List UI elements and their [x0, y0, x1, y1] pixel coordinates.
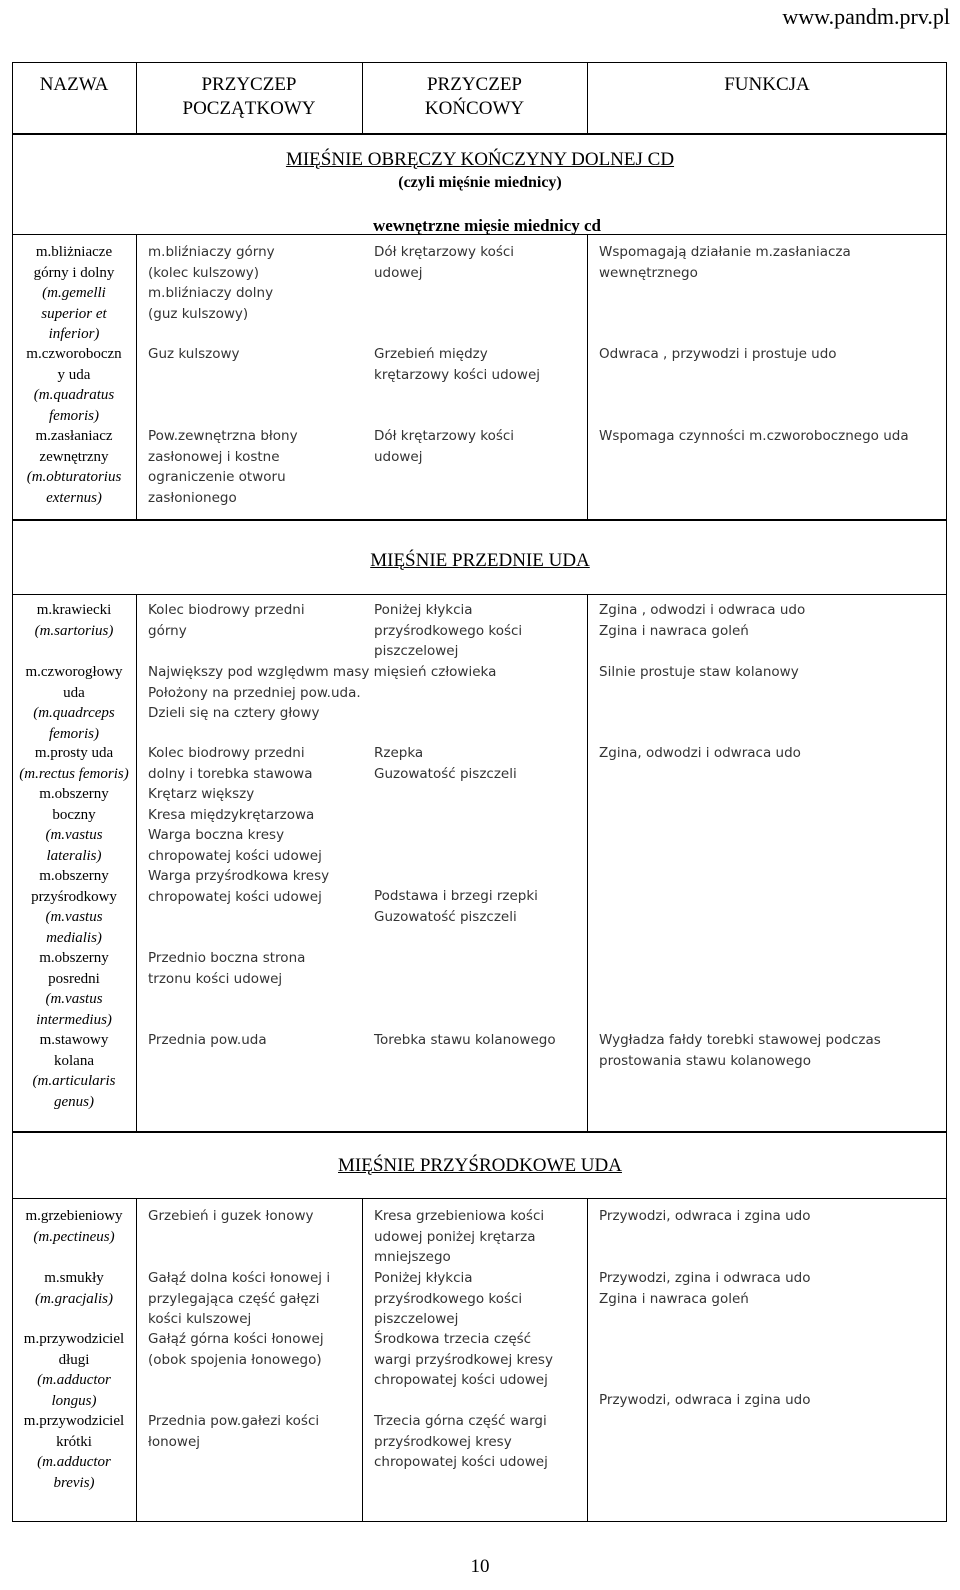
function-gemelli: Wspomagają działanie m.zasłaniacza wewnętrznego: [599, 244, 851, 281]
muscle-name-gemelli: m.bliżniacze górny i dolny (m.gemelli superior et inferior): [33, 244, 115, 342]
page-number: 10: [470, 1556, 490, 1577]
origin-vastus-lateralis: Krętarz większy Kresa międzykrętarzowa Warga boczna kresy chropowatej kości udowej: [148, 786, 322, 864]
muscle-name-vastus-medialis: m.obszerny przyśrodkowy (m.vastus medialis): [31, 868, 117, 946]
origin-vastus-intermedius: Przednio boczna strona trzonu kości udowej: [148, 950, 306, 987]
muscle-name-gracilis: m.smukły (m.gracjalis): [35, 1270, 113, 1307]
function-quadriceps: Silnie prostuje staw kolanowy: [599, 664, 799, 680]
function-quadratus-femoris: Odwraca , przywodzi i prostuje udo: [599, 346, 837, 362]
function-gracilis: Przywodzi, zgina i odwraca udo Zgina i nawraca goleń: [599, 1270, 811, 1307]
insertion-adductor-brevis: Trzecia górna część wargi przyśrodkowej kresy chropowatej kości udowej: [374, 1413, 548, 1470]
section1-title: MIĘŚNIE OBRĘCZY KOŃCZYNY DOLNEJ CD: [285, 149, 675, 170]
function-articularis-genus: Wygładza fałdy torebki stawowej podczas prostowania stawu kolanowego: [599, 1032, 881, 1069]
muscle-name-adductor-brevis: m.przywodziciel krótki (m.adductor brevis): [23, 1413, 125, 1491]
col-header-funkcja: FUNKCJA: [724, 74, 810, 95]
insertion-sartorius: Poniżej kłykcia przyśrodkowego kości piszczelowej: [374, 602, 523, 659]
section1-subtitle: (czyli mięśnie miednicy): [398, 174, 562, 191]
insertion-quadratus-femoris: Grzebień między krętarzowy kości udowej: [374, 346, 541, 383]
origin-adductor-brevis: Przednia pow.gałezi kości łonowej: [148, 1413, 320, 1450]
muscle-name-adductor-longus: m.przywodziciel długi (m.adductor longus): [23, 1331, 125, 1409]
function-obturatorius-externus: Wspomaga czynności m.czworobocznego uda: [599, 428, 909, 444]
origin-rectus-femoris: Kolec biodrowy przedni dolny i torebka stawowa: [148, 745, 313, 782]
insertion-gemelli: Dół krętarzowy kości udowej: [374, 244, 515, 281]
muscle-name-articularis-genus: m.stawowy kolana (m.articularis genus): [32, 1032, 116, 1110]
origin-articularis-genus: Przednia pow.uda: [148, 1032, 267, 1048]
muscle-name-sartorius: m.krawiecki (m.sartorius): [34, 602, 114, 639]
insertion-adductor-longus: Środkowa trzecia część wargi przyśrodkowej kresy chropowatej kości udowej: [374, 1331, 553, 1388]
insertion-pectineus: Kresa grzebieniowa kości udowej poniżej krętarza mniejszego: [374, 1208, 545, 1265]
origin-gracilis: Gałąź dolna kości łonowej i przylegająca część gałęzi kości kulszowej: [148, 1270, 331, 1327]
muscle-name-obturatorius-externus: m.zasłaniacz zewnętrzny (m.obturatorius externus): [26, 428, 122, 506]
section1-group-heading: wewnętrzne mięsie miednicy cd: [372, 216, 602, 235]
origin-obturatorius-externus: Pow.zewnętrzna błony zasłonowej i kostne ograniczenie otworu zasłonionego: [148, 428, 298, 506]
muscle-name-quadratus-femoris: m.czworoboczn y uda (m.quadratus femoris): [26, 346, 122, 424]
col-header-przyczep-koncowy: PRZYCZEP KOŃCOWY: [424, 74, 525, 119]
muscle-name-quadriceps: m.czworogłowy uda (m.quadrceps femoris): [25, 664, 123, 742]
site-url: www.pandm.prv.pl: [782, 4, 950, 29]
insertion-articularis-genus: Torebka stawu kolanowego: [374, 1032, 556, 1048]
insertion-obturatorius-externus: Dół krętarzowy kości udowej: [374, 428, 515, 465]
insertion-rectus-femoris: Rzepka Guzowatość piszczeli: [374, 745, 517, 782]
function-adductors: Przywodzi, odwraca i zgina udo: [599, 1392, 811, 1408]
col-header-nazwa: NAZWA: [39, 74, 109, 95]
section2-title: MIĘŚNIE PRZEDNIE UDA: [370, 550, 590, 571]
origin-vastus-medialis: Warga przyśrodkowa kresy chropowatej kości udowej: [148, 868, 330, 905]
origin-quadratus-femoris: Guz kulszowy: [148, 346, 240, 362]
quadriceps-note: Największy pod względwm masy mięsień człowieka Położony na przedniej pow.uda. Dzieli się na cztery głowy: [148, 664, 497, 721]
origin-sartorius: Kolec biodrowy przedni górny: [148, 602, 305, 639]
function-rectus-femoris: Zgina, odwodzi i odwraca udo: [599, 745, 801, 761]
muscle-name-pectineus: m.grzebieniowy (m.pectineus): [25, 1208, 123, 1245]
muscle-name-vastus-intermedius: m.obszerny posredni (m.vastus intermedius): [36, 950, 112, 1028]
function-pectineus: Przywodzi, odwraca i zgina udo: [599, 1208, 811, 1224]
muscle-name-rectus-femoris: m.prosty uda (m.rectus femoris): [19, 745, 129, 782]
origin-gemelli: m.bliźniaczy górny (kolec kulszowy) m.bliźniaczy dolny (guz kulszowy): [148, 244, 275, 322]
insertion-gracilis: Poniżej kłykcia przyśrodkowego kości piszczelowej: [374, 1270, 523, 1327]
col-header-przyczep-poczatkowy: PRZYCZEP POCZĄTKOWY: [182, 74, 316, 119]
insertion-vasti: Podstawa i brzegi rzepki Guzowatość piszczeli: [374, 888, 538, 925]
section3-title: MIĘŚNIE PRZYŚRODKOWE UDA: [338, 1155, 622, 1176]
function-sartorius: Zgina , odwodzi i odwraca udo Zgina i nawraca goleń: [599, 602, 806, 639]
muscle-name-vastus-lateralis: m.obszerny boczny (m.vastus lateralis): [39, 786, 109, 864]
origin-pectineus: Grzebień i guzek łonowy: [148, 1208, 314, 1224]
origin-adductor-longus: Gałąź górna kości łonowej (obok spojenia łonowego): [148, 1331, 324, 1368]
